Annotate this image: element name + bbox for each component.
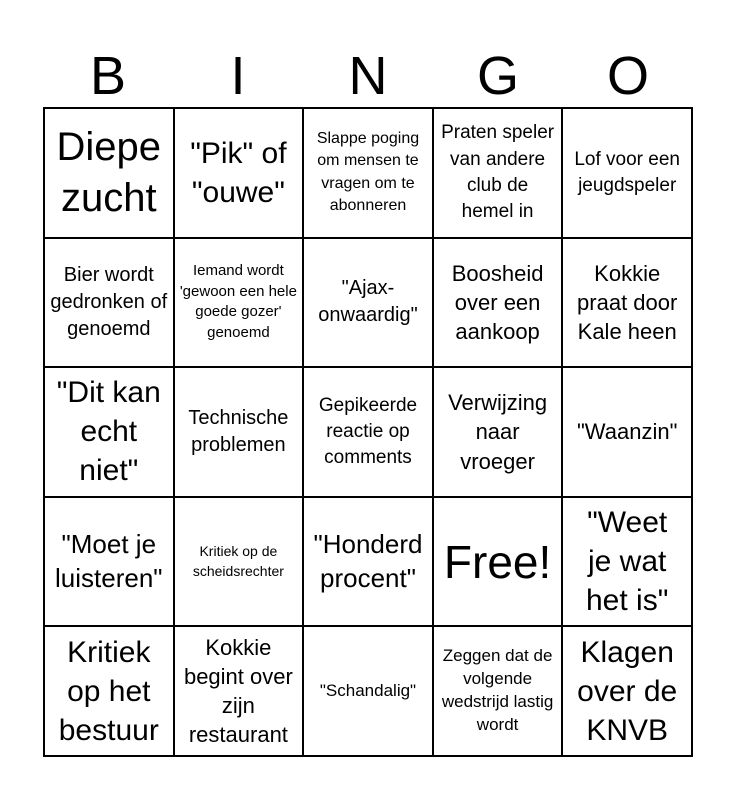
cell-text: Kokkie begint over zijn restaurant [183, 634, 293, 748]
bingo-cell[interactable] [174, 497, 304, 627]
cell-text: Boosheid over een aankoop [451, 260, 544, 345]
cell-text: Technische problemen [188, 406, 289, 456]
cell-text: Kokkie praat door Kale heen [577, 260, 678, 345]
header-letter-n: N [348, 46, 388, 106]
bingo-cell[interactable] [174, 626, 304, 756]
bingo-cell[interactable] [562, 367, 692, 497]
cell-text: "Schandalig" [319, 680, 417, 700]
cell-text: "Honderd procent" [313, 528, 423, 593]
bingo-cell[interactable] [174, 238, 304, 368]
bingo-cell[interactable] [433, 626, 563, 756]
bingo-cell[interactable] [44, 497, 174, 627]
cell-text: Klagen over de KNVB [577, 635, 678, 747]
bingo-cell[interactable] [44, 626, 174, 756]
cell-text: Kritiek op het bestuur [58, 635, 159, 747]
cell-text: "Pik" of "ouwe" [190, 136, 287, 209]
bingo-cell[interactable] [562, 108, 692, 238]
cell-text: Verwijzing naar vroeger [448, 390, 548, 474]
bingo-cell[interactable] [433, 497, 563, 627]
bingo-cell[interactable] [433, 367, 563, 497]
bingo-cell[interactable] [44, 238, 174, 368]
bingo-cell[interactable] [174, 367, 304, 497]
header-letter-o: O [606, 46, 649, 106]
bingo-card [43, 107, 693, 757]
bingo-cell[interactable] [562, 238, 692, 368]
header-letter-b: B [89, 46, 127, 106]
bingo-cell[interactable] [44, 108, 174, 238]
header-letter-i: I [230, 46, 246, 106]
cell-text: Zeggen dat de volgende wedstrijd lastig wordt [441, 646, 554, 735]
bingo-cell[interactable] [174, 108, 304, 238]
cell-text: "Dit kan echt niet" [56, 376, 161, 488]
cell-text: Gepikeerde reactie op comments [318, 394, 418, 469]
bingo-cell[interactable] [433, 108, 563, 238]
cell-text: Slappe poging om mensen te vragen om te abonneren [316, 130, 420, 215]
cell-text: Lof voor een jeugdspeler [574, 148, 680, 196]
cell-text: Praten speler van andere club de hemel in [441, 122, 555, 223]
bingo-cell[interactable] [44, 367, 174, 497]
bingo-cell[interactable] [303, 238, 433, 368]
free-space: Free! [443, 535, 552, 588]
bingo-header [43, 44, 693, 108]
bingo-cell[interactable] [433, 238, 563, 368]
bingo-cell[interactable] [303, 497, 433, 627]
bingo-cell[interactable] [303, 626, 433, 756]
cell-text: "Waanzin" [576, 419, 678, 445]
header-letter-g: G [476, 46, 519, 106]
cell-text: Iemand wordt 'gewoon een hele goede gozer' genoemd [179, 262, 297, 342]
cell-text: "Ajax-onwaardig" [318, 277, 418, 327]
bingo-cell[interactable] [562, 626, 692, 756]
bingo-cell[interactable] [303, 108, 433, 238]
cell-text: "Moet je luisteren" [55, 528, 163, 593]
cell-text: Diepe zucht [56, 124, 162, 220]
cell-text: Kritiek op de scheidsrechter [192, 543, 284, 579]
cell-text: Bier wordt gedronken of genoemd [50, 263, 168, 340]
bingo-cell[interactable] [303, 367, 433, 497]
bingo-cell[interactable] [562, 497, 692, 627]
cell-text: "Weet je wat het is" [586, 506, 669, 618]
